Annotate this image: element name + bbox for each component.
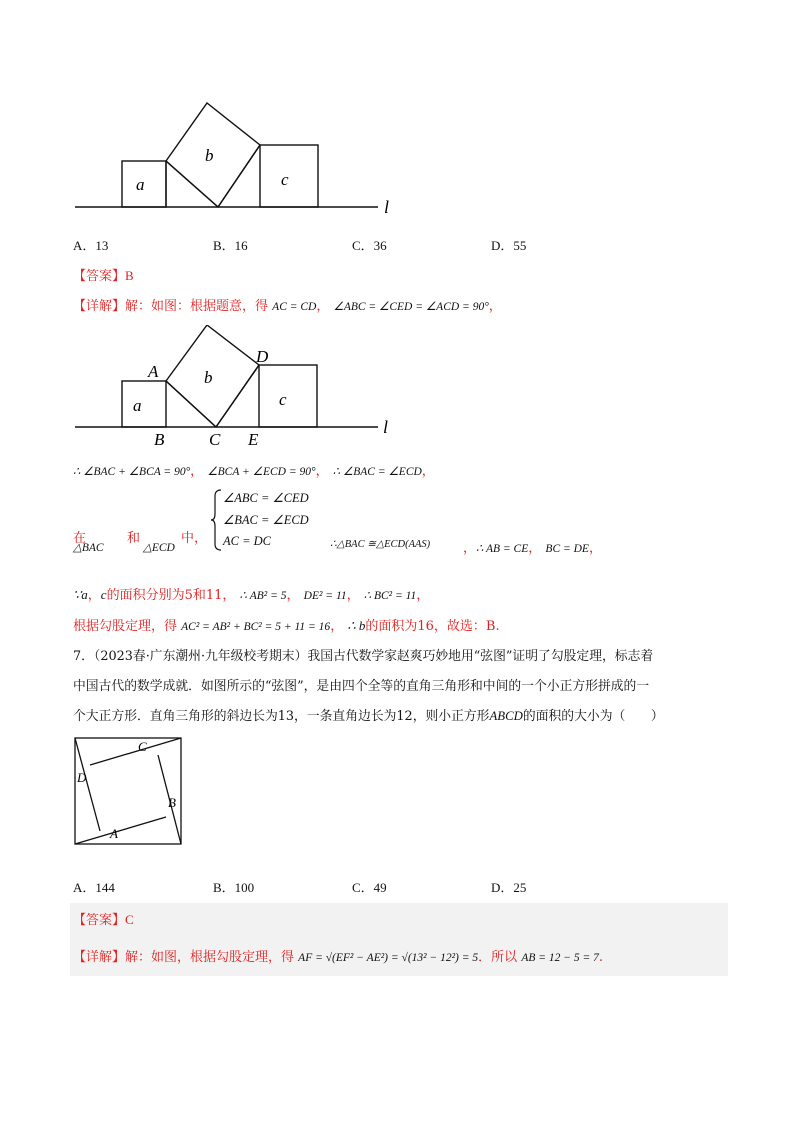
fig2-label-c: c [279,390,287,409]
q6-l4-eq2: DE² = 11 [303,590,347,602]
fig1-label-a: a [136,175,145,194]
q6-answer-label: 【答案】 [73,269,126,284]
fig1-label-l: l [384,197,390,217]
q7-detail-intro: 解：如图，根据勾股定理，得 [125,950,295,965]
q6-detail-label: 【详解】 [73,299,126,314]
q7-answer-label: 【答案】 [73,913,126,928]
fig2-label-l: l [383,417,389,437]
fig2-label-E: E [248,430,259,449]
q6-detail-line4: ∵a，c的面积分别为5和11， ∴ AB² = 5， DE² = 11， ∴ BC² = 11， [73,587,430,603]
q6-l4-eq3: ∴ BC² = 11 [363,590,417,602]
fig3-label-C: C [138,739,147,754]
fig2-label-A: A [148,362,159,381]
q7-option-c: C．49 [352,880,387,895]
q7-detail-label: 【详解】 [73,950,126,965]
q6-mid-char: 中， [181,531,208,546]
q6-answer-value: B [125,268,134,283]
q7-answer [73,909,134,928]
q6-l4-text: 的面积分别为5和11， [106,588,236,603]
q7-line1: 7．（2023春·广东潮州·九年级校考期末）我国古代数学家赵爽巧妙地用“弦图”证明了勾股定理，标志着 [73,649,654,664]
q6-concl2: BC = DE [545,543,589,555]
q6-sys-1: ∠ABC = ∠CED [223,491,309,505]
q6-sys-3: AC = DC [223,534,272,548]
figure-3-xian-diagram [70,735,188,850]
q7-eq-ab: AB = 12 − 5 = 7 [521,952,599,964]
fig2-label-C: C [209,430,221,449]
q6-tri1: △BAC [73,542,104,554]
q6-option-a: A．13 [73,238,109,253]
fig3-label-B: B [168,795,176,810]
q6-l4-because: ∵a [73,587,88,602]
q6-and-char: 和 [127,531,141,546]
q6-l4-c: c [100,587,107,602]
q6-tri2: △ECD [143,542,175,554]
fig2-label-b: b [204,368,213,387]
q6-line2-b: ∠BCA + ∠ECD = 90° [207,466,316,478]
q6-option-c: C．36 [352,238,387,253]
figure-1-squares-on-line [70,95,410,220]
q7-option-d: D．25 [491,880,527,895]
q7-eq-af: AF = √(EF² − AE²) = √(13² − 12²) = 5 [298,952,479,964]
fig2-label-a: a [133,396,142,415]
fig2-label-D: D [256,347,269,366]
figure-2-labeled-squares [70,325,410,450]
q7-eq-end: . [598,950,604,965]
q6-answer [73,265,134,284]
fig1-label-b: b [205,146,214,165]
q6-concl1: ∴ AB = CE [476,543,529,555]
left-brace [210,488,224,552]
q6-detail-line2: ∴ ∠BAC + ∠BCA = 90°， ∠BCA + ∠ECD = 90°， ∴ ∠BAC = ∠ECD， [73,464,435,479]
fig1-label-c: c [281,170,289,189]
q7-answer-value: C [125,912,134,927]
q6-l5-text2: 的面积为16，故选：B. [365,619,500,634]
fig3-label-A: A [110,826,118,841]
q7-answer-box [70,903,728,976]
q6-sys-2: ∠BAC = ∠ECD [223,513,309,527]
q7-option-b: B．100 [213,880,255,895]
fig2-label-B: B [154,430,165,449]
q6-in-char: 在 [73,531,87,546]
q7-line3-b: 的面积的大小为（ ） [522,709,664,724]
q6-option-d: D．55 [491,238,527,253]
q7-detail [73,946,603,965]
q6-congruent: ∴△BAC ≅△ECD(AAS) [330,539,431,550]
q6-l5-b: ∴ b [347,618,366,633]
q7-line3-abcd: ABCD [489,709,523,723]
q6-option-b: B．16 [213,238,248,253]
q6-line2-a: ∴ ∠BAC + ∠BCA = 90° [73,466,191,478]
q6-eq1: AC = CD [272,301,317,313]
q6-detail-line1: 【详解】解：如图：根据题意，得 AC = CD， ∠ABC = ∠CED = ∠ACD = 90°， [73,299,502,314]
q7-option-a: A．144 [73,880,115,895]
q6-detail-line5: 根据勾股定理，得 AC² = AB² + BC² = 5 + 11 = 16， ∴ b的面积为16，故选：B. [73,618,500,634]
q6-conclusions: ，∴ AB = CE， BC = DE， [463,541,602,556]
q6-eq2: ∠ABC = ∠CED = ∠ACD = 90° [333,301,489,313]
q6-l5-eq: AC² = AB² + BC² = 5 + 11 = 16 [181,621,331,633]
q7-eq-sep: ．所以 [478,950,518,965]
q7-line2: 中国古代的数学成就．如图所示的“弦图”，是由四个全等的直角三角形和中间的一个小正方形拼成的一 [73,679,650,694]
q6-l5-text1: 根据勾股定理，得 [73,619,178,634]
q6-line2-c: ∴ ∠BAC = ∠ECD [332,466,422,478]
q7-line3 [73,705,664,724]
fig3-label-D: D [77,770,87,785]
q7-line3-a: 个大正方形．直角三角形的斜边长为13，一条直角边长为12，则小正方形 [73,709,490,724]
q6-detail-intro: 解：如图：根据题意，得 [125,299,269,314]
q6-l4-eq1: ∴ AB² = 5 [239,590,287,602]
